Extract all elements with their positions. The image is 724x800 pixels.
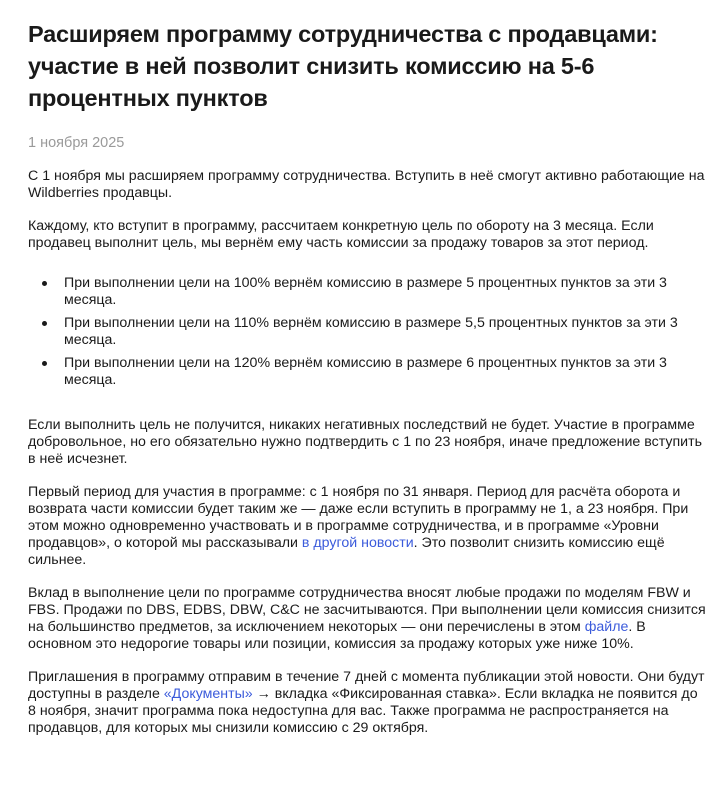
list-item: При выполнении цели на 110% вернём комиссию в размере 5,5 процентных пунктов за эти 3 месяца. [64, 315, 706, 349]
paragraph-invites-end: вкладка «Фиксированная ставка». Если вкладка не появится до 8 ноября, значит программа пока недоступна для вас. Также программа не распространяется на продавцов, для которых мы снизили комиссию с 29 октября. [28, 686, 698, 736]
list-item: При выполнении цели на 100% вернём комиссию в размере 5 процентных пунктов за эти 3 месяца. [64, 275, 706, 309]
list-item: При выполнении цели на 120% вернём комиссию в размере 6 процентных пунктов за эти 3 месяца. [64, 355, 706, 389]
other-news-link[interactable]: в другой новости [301, 535, 414, 551]
paragraph-no-penalty: Если выполнить цель не получится, никаких негативных последствий не будет. Участие в программе добровольное, но его обязательно нужно подтвердить с 1 по 23 ноября, иначе предложение вступить в неё исчезнет. [28, 417, 702, 467]
paragraph-invites-text: Приглашения в программу отправим в течение 7 дней с момента публикации этой новости. Они будут доступны в разделе [28, 669, 705, 702]
commission-list [28, 275, 706, 389]
article-title: Расширяем программу сотрудничества с продавцами: участие в ней позволит снизить комиссию на 5-6 процентных пунктов [28, 21, 658, 111]
article-body [28, 168, 706, 737]
documents-link[interactable]: «Документы» [163, 686, 253, 702]
paragraph-intro: С 1 ноября мы расширяем программу сотрудничества. Вступить в неё смогут активно работающие на Wildberries продавцы. [28, 168, 705, 201]
file-link[interactable]: файле [584, 619, 629, 635]
paragraph-models [28, 585, 706, 653]
arrow-right-icon: → [252, 686, 275, 702]
paragraph-period-text: Первый период для участия в программе: с 1 ноября по 31 января. Период для расчёта оборота и возврата части комиссии будет таким же — даже если вступить в программу не 1, а 23 ноября. При этом можно одновременно участвовать и в программе сотрудничества, и в программе «Уровни продавцов», о которой мы рассказывали [28, 484, 689, 551]
paragraph-period [28, 484, 706, 569]
paragraph-period-end: . Это позволит снизить комиссию ещё сильнее. [28, 535, 665, 568]
article-date: 1 ноября 2025 [28, 135, 125, 151]
paragraph-models-text: Вклад в выполнение цели по программе сотрудничества вносят любые продажи по моделям FBW и FBS. Продажи по DBS, EDBS, DBW, C&C не засчитываются. При выполнении цели комиссия снизится на большинство предметов, за исключением некоторых — они перечислены в этом [28, 585, 706, 635]
paragraph-goal: Каждому, кто вступит в программу, рассчитаем конкретную цель по обороту на 3 месяца. Если продавец выполнит цель, мы вернём ему часть комиссии за продажу товаров за этот период. [28, 218, 654, 251]
paragraph-models-end: . В основном это недорогие товары или позиции, комиссия за продажу которых уже ниже 10%. [28, 619, 646, 652]
paragraph-invites [28, 669, 706, 737]
